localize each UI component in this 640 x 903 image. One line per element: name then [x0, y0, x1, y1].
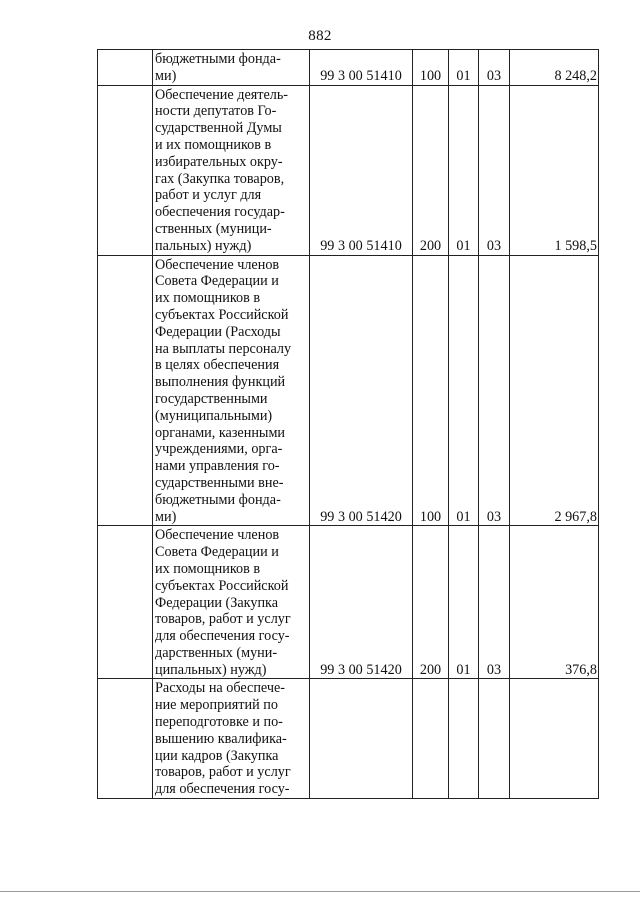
- section-cell: 01: [449, 526, 479, 679]
- description-cell: [153, 526, 310, 679]
- table-row: [98, 679, 599, 799]
- blank-cell: [98, 50, 153, 86]
- amount-cell: 1 598,5: [510, 85, 599, 255]
- amount-cell: 376,8: [510, 526, 599, 679]
- description-line: Совета Федерации и: [155, 544, 279, 561]
- description-line: пальных) нужд): [155, 237, 252, 254]
- description-line: Совета Федерации и: [155, 273, 279, 290]
- description-line: сударственными вне-: [155, 474, 284, 491]
- description-cell: [153, 50, 310, 86]
- description-line: ми): [155, 508, 177, 525]
- description-line: на выплаты персоналу: [155, 340, 292, 357]
- description-line: и их помощников в: [155, 136, 272, 153]
- description-line: гах (Закупка товаров,: [155, 170, 285, 187]
- table-row: [98, 255, 599, 526]
- description-line: Федерации (Закупка: [155, 594, 279, 611]
- blank-cell: [98, 679, 153, 799]
- description-line: Обеспечение членов: [155, 256, 280, 273]
- table-row: [98, 85, 599, 255]
- amount-cell: [510, 679, 599, 799]
- description-cell: [153, 679, 310, 799]
- description-line: обеспечения государ-: [155, 204, 285, 221]
- description-line: избирательных окру-: [155, 153, 283, 170]
- description-line: вышению квалифика-: [155, 730, 287, 747]
- description-line: Расходы на обеспече-: [155, 680, 286, 697]
- description-line: ние мероприятий по: [155, 697, 278, 714]
- description-line: ственных (муници-: [155, 220, 272, 237]
- description-line: государственными: [155, 390, 268, 407]
- blank-cell: [98, 526, 153, 679]
- section-cell: [449, 679, 479, 799]
- description-line: учреждениями, орга-: [155, 441, 283, 458]
- program-code-cell: [310, 679, 413, 799]
- program-code-cell: 99 3 00 51420: [310, 255, 413, 526]
- description-line: нами управления го-: [155, 458, 280, 475]
- description-line: их помощников в: [155, 560, 261, 577]
- budget-table-body: [98, 50, 599, 799]
- program-code-cell: 99 3 00 51420: [310, 526, 413, 679]
- expense-type-cell: 200: [413, 85, 449, 255]
- subsection-cell: 03: [479, 526, 510, 679]
- description-line: товаров, работ и услуг: [155, 611, 291, 628]
- expense-type-cell: 100: [413, 50, 449, 86]
- program-code-cell: 99 3 00 51410: [310, 85, 413, 255]
- description-line: работ и услуг для: [155, 187, 262, 204]
- subsection-cell: [479, 679, 510, 799]
- description-line: субъектах Российской: [155, 306, 289, 323]
- description-line: ми): [155, 67, 177, 84]
- section-cell: 01: [449, 255, 479, 526]
- amount-cell: 2 967,8: [510, 255, 599, 526]
- description-line: Обеспечение членов: [155, 527, 280, 544]
- description-line: органами, казенными: [155, 424, 286, 441]
- description-line: ности депутатов Го-: [155, 103, 277, 120]
- description-line: товаров, работ и услуг: [155, 764, 291, 781]
- table-row: [98, 50, 599, 86]
- description-line: для обеспечения госу-: [155, 781, 290, 798]
- blank-cell: [98, 85, 153, 255]
- section-cell: 01: [449, 50, 479, 86]
- description-line: дарственных (муни-: [155, 644, 278, 661]
- description-line: бюджетными фонда-: [155, 491, 281, 508]
- expense-type-cell: [413, 679, 449, 799]
- description-line: в целях обеспечения: [155, 357, 280, 374]
- subsection-cell: 03: [479, 50, 510, 86]
- page-number: 882: [308, 28, 332, 44]
- subsection-cell: 03: [479, 255, 510, 526]
- expense-type-cell: 100: [413, 255, 449, 526]
- description-line: сударственной Думы: [155, 120, 282, 137]
- description-line: (муниципальными): [155, 407, 273, 424]
- description-line: переподготовке и по-: [155, 714, 283, 731]
- description-line: их помощников в: [155, 290, 261, 307]
- expense-type-cell: 200: [413, 526, 449, 679]
- description-line: ципальных) нужд): [155, 661, 267, 678]
- blank-cell: [98, 255, 153, 526]
- description-line: Федерации (Расходы: [155, 323, 281, 340]
- description-line: для обеспечения госу-: [155, 628, 290, 645]
- description-cell: [153, 85, 310, 255]
- section-cell: 01: [449, 85, 479, 255]
- description-line: бюджетными фонда-: [155, 51, 281, 67]
- description-line: выполнения функций: [155, 374, 286, 391]
- program-code-cell: 99 3 00 51410: [310, 50, 413, 86]
- description-line: субъектах Российской: [155, 577, 289, 594]
- amount-cell: 8 248,2: [510, 50, 599, 86]
- footer-divider: [0, 891, 640, 892]
- description-line: ции кадров (Закупка: [155, 747, 279, 764]
- budget-table: [97, 49, 599, 799]
- table-row: [98, 526, 599, 679]
- description-line: Обеспечение деятель-: [155, 86, 289, 103]
- subsection-cell: 03: [479, 85, 510, 255]
- description-cell: [153, 255, 310, 526]
